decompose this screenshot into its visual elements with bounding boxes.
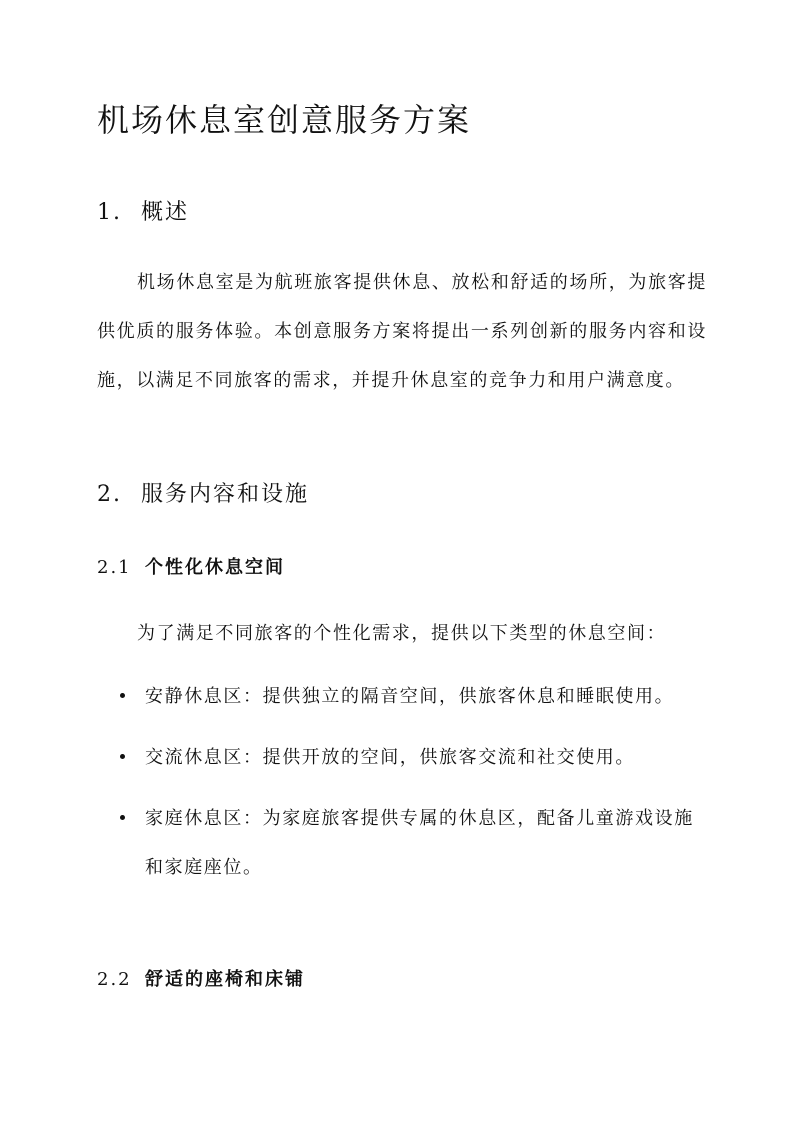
bullet-icon [120, 815, 125, 820]
personalized-space-intro: 为了满足不同旅客的个性化需求，提供以下类型的休息空间： [137, 623, 667, 644]
list-item-text: 家庭休息区：为家庭旅客提供专属的休息区，配备儿童游戏设施和家庭座位。 [145, 808, 694, 878]
bullet-icon [120, 693, 125, 698]
section-title: 概述 [141, 200, 190, 225]
subsection-heading-seats-beds [97, 967, 305, 993]
subsection-heading-personalized-space [97, 555, 285, 581]
section-title: 服务内容和设施 [141, 482, 310, 507]
subsection-title: 舒适的座椅和床铺 [145, 969, 305, 990]
subsection-title: 个性化休息空间 [145, 557, 285, 578]
list-item [97, 672, 700, 721]
list-item-text: 交流休息区：提供开放的空间，供旅客交流和社交使用。 [145, 747, 635, 768]
rest-area-list [97, 672, 707, 904]
document-title: 机场休息室创意服务方案 [97, 101, 472, 139]
section-number: 1. [97, 200, 122, 225]
subsection-number: 2.1 [97, 557, 132, 578]
section-heading-overview [97, 198, 189, 228]
section-heading-services [97, 480, 309, 510]
overview-paragraph: 机场休息室是为航班旅客提供休息、放松和舒适的场所，为旅客提供优质的服务体验。本创意服务方案将提出一系列创新的服务内容和设施，以满足不同旅客的需求，并提升休息室的竞争力和用户满意度。 [97, 272, 707, 391]
section-number: 2. [97, 482, 122, 507]
subsection-number: 2.2 [97, 969, 132, 990]
list-item [97, 733, 700, 782]
list-item-text: 安静休息区：提供独立的隔音空间，供旅客休息和睡眠使用。 [145, 686, 675, 707]
list-item [97, 794, 700, 892]
bullet-icon [120, 754, 125, 759]
